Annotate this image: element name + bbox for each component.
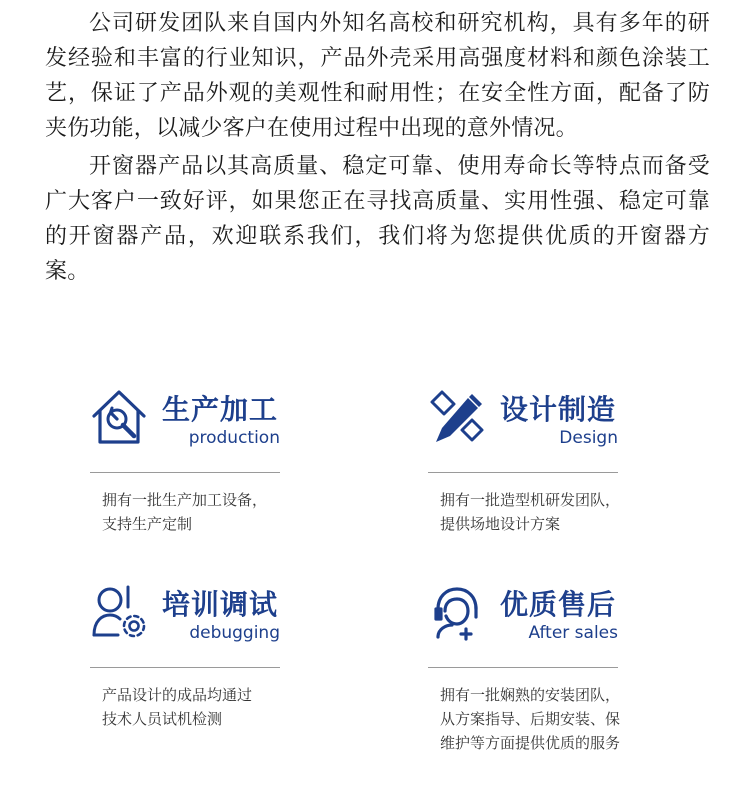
feature-design — [428, 388, 698, 533]
feature-subtitle: Design — [559, 428, 618, 448]
desc-line: 维护等方面提供优质的服务 — [440, 734, 621, 752]
intro-text — [45, 6, 710, 292]
person-gear-icon — [90, 583, 148, 641]
feature-subtitle: debugging — [189, 623, 280, 643]
divider — [90, 472, 280, 473]
intro-paragraph-2: 开窗器产品以其高质量、稳定可靠、使用寿命长等特点而备受广大客户一致好评，如果您正在寻找高质量、实用性强、稳定可靠的开窗器产品，欢迎联系我们，我们将为您提供优质的开窗器方案。 — [45, 154, 710, 284]
feature-title: 设计制造 — [500, 393, 617, 426]
desc-line: 产品设计的成品均通过 — [102, 686, 253, 704]
desc-line: 提供场地设计方案 — [440, 515, 561, 533]
feature-production — [90, 388, 360, 533]
feature-description — [102, 683, 362, 731]
desc-line: 拥有一批娴熟的安装团队， — [440, 686, 621, 704]
divider — [428, 472, 618, 473]
feature-title: 培训调试 — [162, 588, 279, 621]
headset-plus-icon — [428, 583, 486, 641]
house-wrench-icon — [90, 388, 148, 446]
divider — [90, 667, 280, 668]
feature-subtitle: production — [188, 428, 280, 448]
desc-line: 拥有一批生产加工设备， — [102, 491, 268, 509]
desc-line: 拥有一批造型机研发团队， — [440, 491, 621, 509]
feature-description — [440, 488, 700, 536]
feature-subtitle: After sales — [528, 623, 618, 643]
divider — [428, 667, 618, 668]
desc-line: 支持生产定制 — [102, 515, 193, 533]
pencil-ruler-icon — [428, 388, 486, 446]
intro-paragraph-1: 公司研发团队来自国内外知名高校和研究机构，具有多年的研发经验和丰富的行业知识，产品外壳采用高强度材料和颜色涂装工艺，保证了产品外观的美观性和耐用性；在安全性方面，配备了防夹伤功能，以减少客户在使用过程中出现的意外情况。 — [45, 11, 710, 141]
feature-description — [440, 683, 700, 755]
feature-description — [102, 488, 362, 536]
desc-line: 技术人员试机检测 — [102, 710, 223, 728]
desc-line: 从方案指导、后期安装、保 — [440, 710, 621, 728]
feature-title: 优质售后 — [500, 588, 617, 621]
feature-after-sales — [428, 583, 698, 752]
feature-title: 生产加工 — [162, 393, 279, 426]
feature-debugging — [90, 583, 360, 728]
